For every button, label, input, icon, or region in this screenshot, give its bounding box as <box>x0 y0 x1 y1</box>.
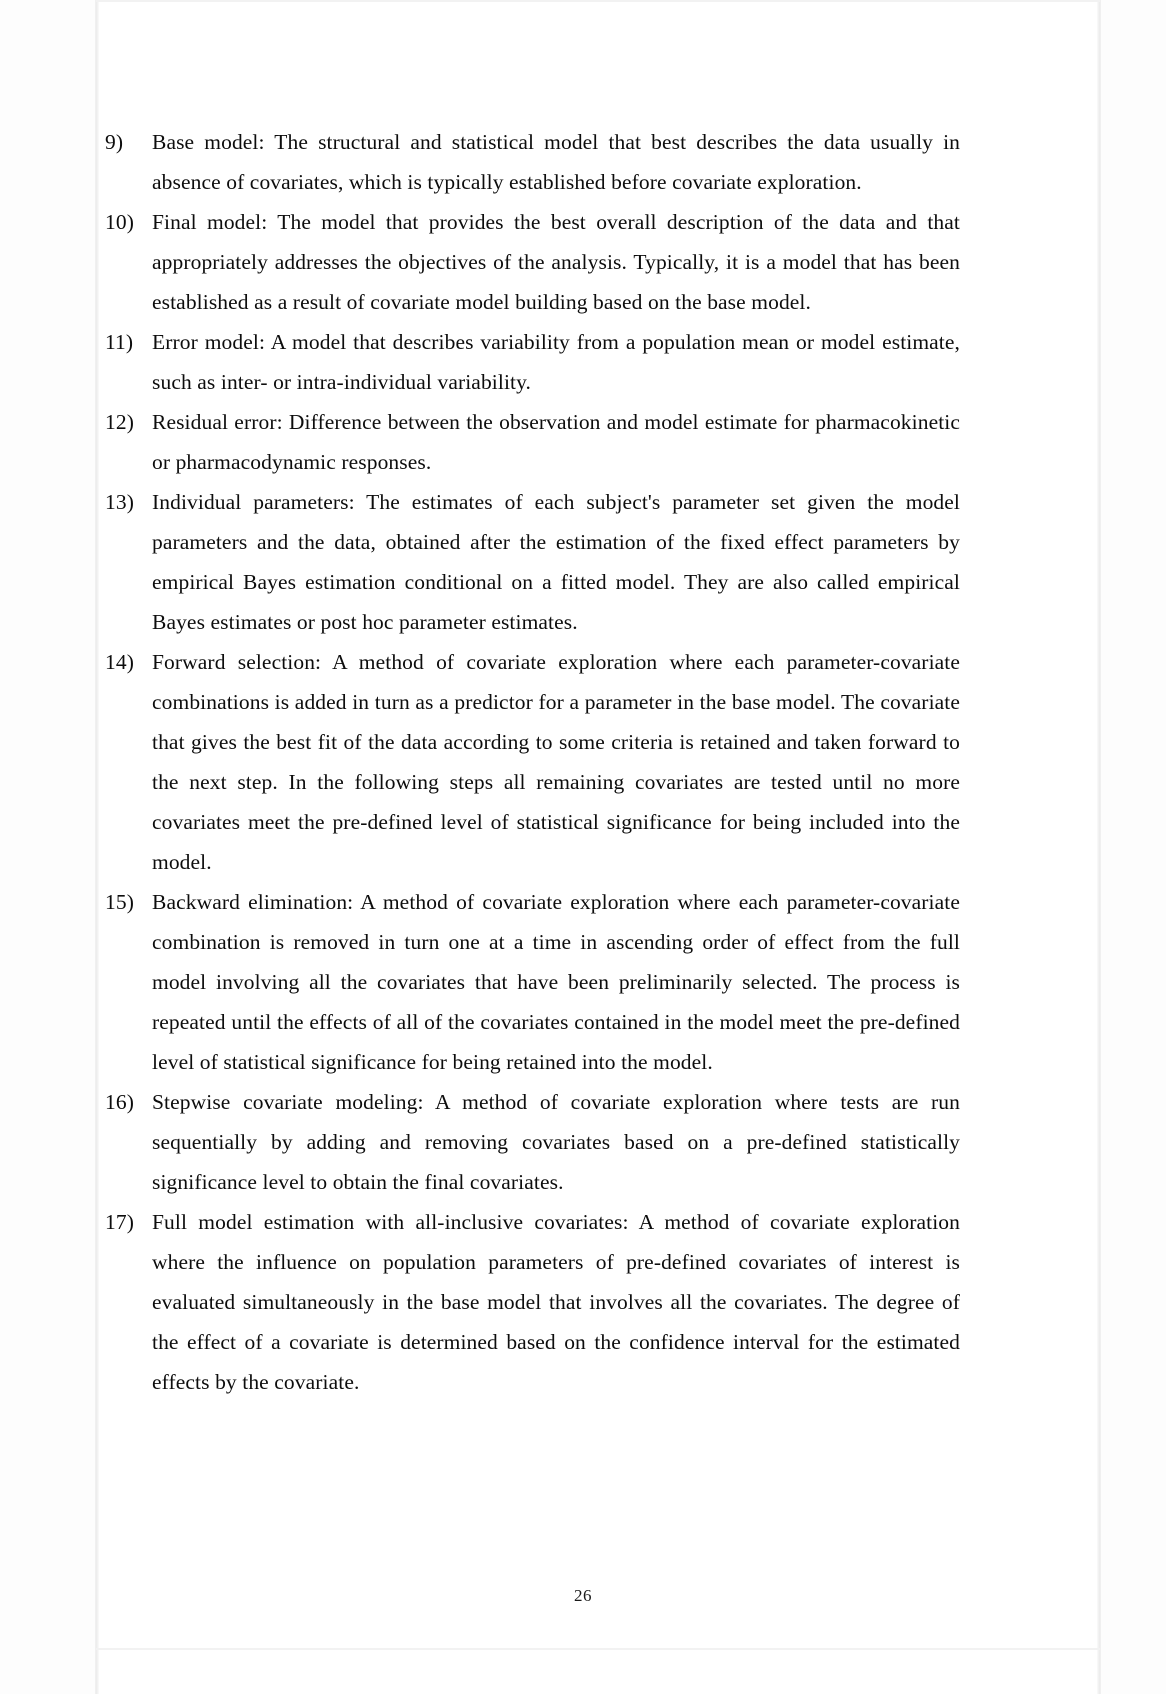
list-item-text: Individual parameters: The estimates of each subject's parameter set given the model parameters and the data, obtained after the estimation of the fixed effect parameters by empirical Bayes estimation conditional on a fitted model. They are also called empirical Bayes estimates or post hoc parameter estimates. <box>152 490 960 634</box>
page-number: 26 <box>574 1586 592 1605</box>
list-item-text: Final model: The model that provides the best overall description of the data and that appropriately addresses the objectives of the analysis. Typically, it is a model that has been established as a result of covariate model building based on the base model. <box>152 210 960 314</box>
list-item <box>105 882 960 1082</box>
list-item <box>105 122 960 202</box>
list-item-text: Residual error: Difference between the observation and model estimate for pharmacokinetic or pharmacodynamic responses. <box>152 410 960 474</box>
list-item-text: Error model: A model that describes variability from a population mean or model estimate, such as inter- or intra-individual variability. <box>152 330 960 394</box>
list-item-text: Stepwise covariate modeling: A method of covariate exploration where tests are run sequentially by adding and removing covariates based on a pre-defined statistically significance level to obtain the final covariates. <box>152 1090 960 1194</box>
list-item <box>105 642 960 882</box>
page-bottom-edge <box>96 1648 1100 1650</box>
glossary-list <box>105 122 960 1402</box>
list-item-marker: 15) <box>105 890 134 914</box>
page-content <box>105 122 960 1402</box>
list-item-marker: 11) <box>105 330 134 354</box>
page-top-edge <box>96 0 1100 2</box>
list-item-marker: 16) <box>105 1090 134 1114</box>
list-item-text: Full model estimation with all-inclusive covariates: A method of covariate exploration where the influence on population parameters of pre-defined covariates of interest is evaluated simultaneously in the base model that involves all the covariates. The degree of the effect of a covariate is determined based on the confidence interval for the estimated effects by the covariate. <box>152 1210 960 1394</box>
page-left-edge <box>96 0 99 1694</box>
list-item-marker: 10) <box>105 210 134 234</box>
list-item <box>105 482 960 642</box>
list-item-marker: 12) <box>105 410 134 434</box>
list-item <box>105 202 960 322</box>
list-item-text: Backward elimination: A method of covariate exploration where each parameter-covariate combination is removed in turn one at a time in ascending order of effect from the full model involving all the covariates that have been preliminarily selected. The process is repeated until the effects of all of the covariates contained in the model meet the pre-defined level of statistical significance for being retained into the model. <box>152 890 960 1074</box>
list-item-marker: 9) <box>105 130 124 154</box>
list-item <box>105 402 960 482</box>
list-item-marker: 17) <box>105 1210 134 1234</box>
list-item <box>105 322 960 402</box>
list-item-text: Base model: The structural and statistical model that best describes the data usually in absence of covariates, which is typically established before covariate exploration. <box>152 130 960 194</box>
list-item <box>105 1082 960 1202</box>
list-item-text: Forward selection: A method of covariate exploration where each parameter-covariate combinations is added in turn as a predictor for a parameter in the base model. The covariate that gives the best fit of the data according to some criteria is retained and taken forward to the next step. In the following steps all remaining covariates are tested until no more covariates meet the pre-defined level of statistical significance for being included into the model. <box>152 650 960 874</box>
list-item-marker: 13) <box>105 490 134 514</box>
list-item <box>105 1202 960 1402</box>
list-item-marker: 14) <box>105 650 134 674</box>
page-right-edge <box>1097 0 1100 1694</box>
